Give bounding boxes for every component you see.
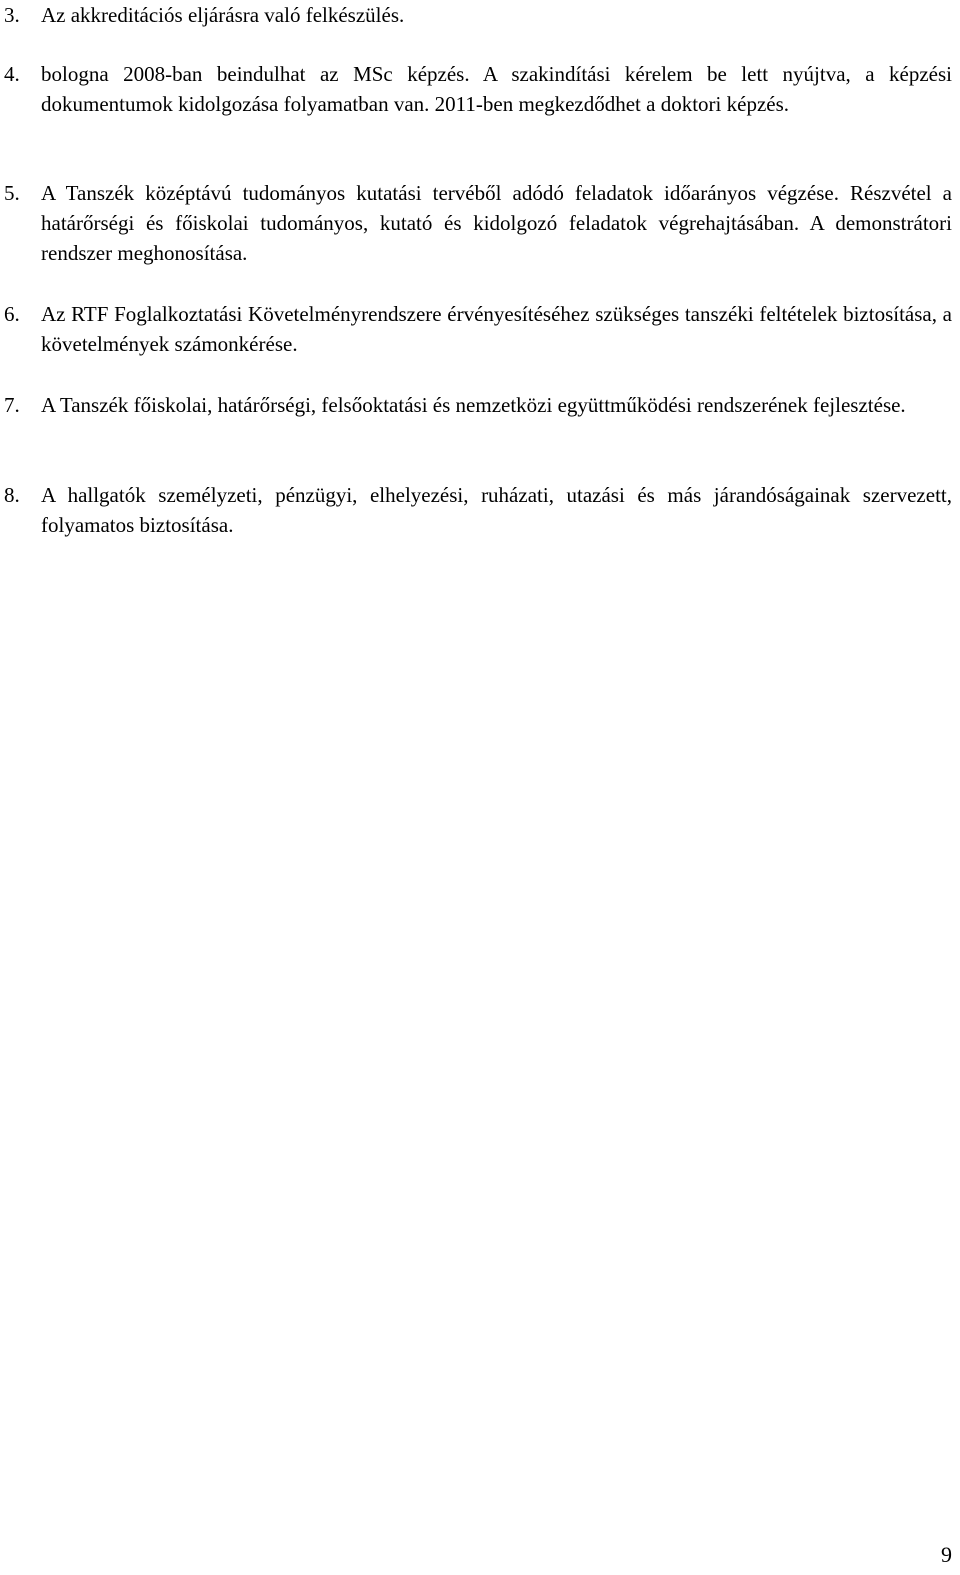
list-item	[0, 299, 960, 359]
list-item	[0, 480, 960, 540]
list-item	[0, 390, 960, 420]
list-item-number: 5.	[4, 181, 20, 205]
list-item-number: 7.	[4, 393, 20, 417]
list-item-text: Az akkreditációs eljárásra való felkészülés.	[41, 3, 405, 27]
list-item-number: 8.	[4, 483, 20, 507]
list-item	[0, 59, 960, 119]
page-number: 9	[941, 1542, 952, 1567]
list-item-text: A Tanszék középtávú tudományos kutatási tervéből adódó feladatok időarányos végzése. Részvétel a határőrségi és főiskolai tudományos, kutató és kidolgozó feladatok végrehajtásában. A demonstrátori rendszer meghonosítása.	[41, 181, 952, 265]
list-item	[0, 178, 960, 268]
list-item-number: 6.	[4, 302, 20, 326]
list-item	[0, 0, 960, 30]
list-item-number: 4.	[4, 62, 20, 86]
list-item-text: bologna 2008-ban beindulhat az MSc képzés. A szakindítási kérelem be lett nyújtva, a képzési dokumentumok kidolgozása folyamatban van. 2011-ben megkezdődhet a doktori képzés.	[41, 62, 952, 116]
list-item-text: A Tanszék főiskolai, határőrségi, felsőoktatási és nemzetközi együttműködési rendszerének fejlesztése.	[41, 393, 906, 417]
list-item-text: Az RTF Foglalkoztatási Követelményrendszere érvényesítéséhez szükséges tanszéki feltételek biztosítása, a követelmények számonkérése.	[41, 302, 952, 356]
list-item-number: 3.	[4, 3, 20, 27]
list-item-text: A hallgatók személyzeti, pénzügyi, elhelyezési, ruházati, utazási és más járandóságainak szervezett, folyamatos biztosítása.	[41, 483, 952, 537]
